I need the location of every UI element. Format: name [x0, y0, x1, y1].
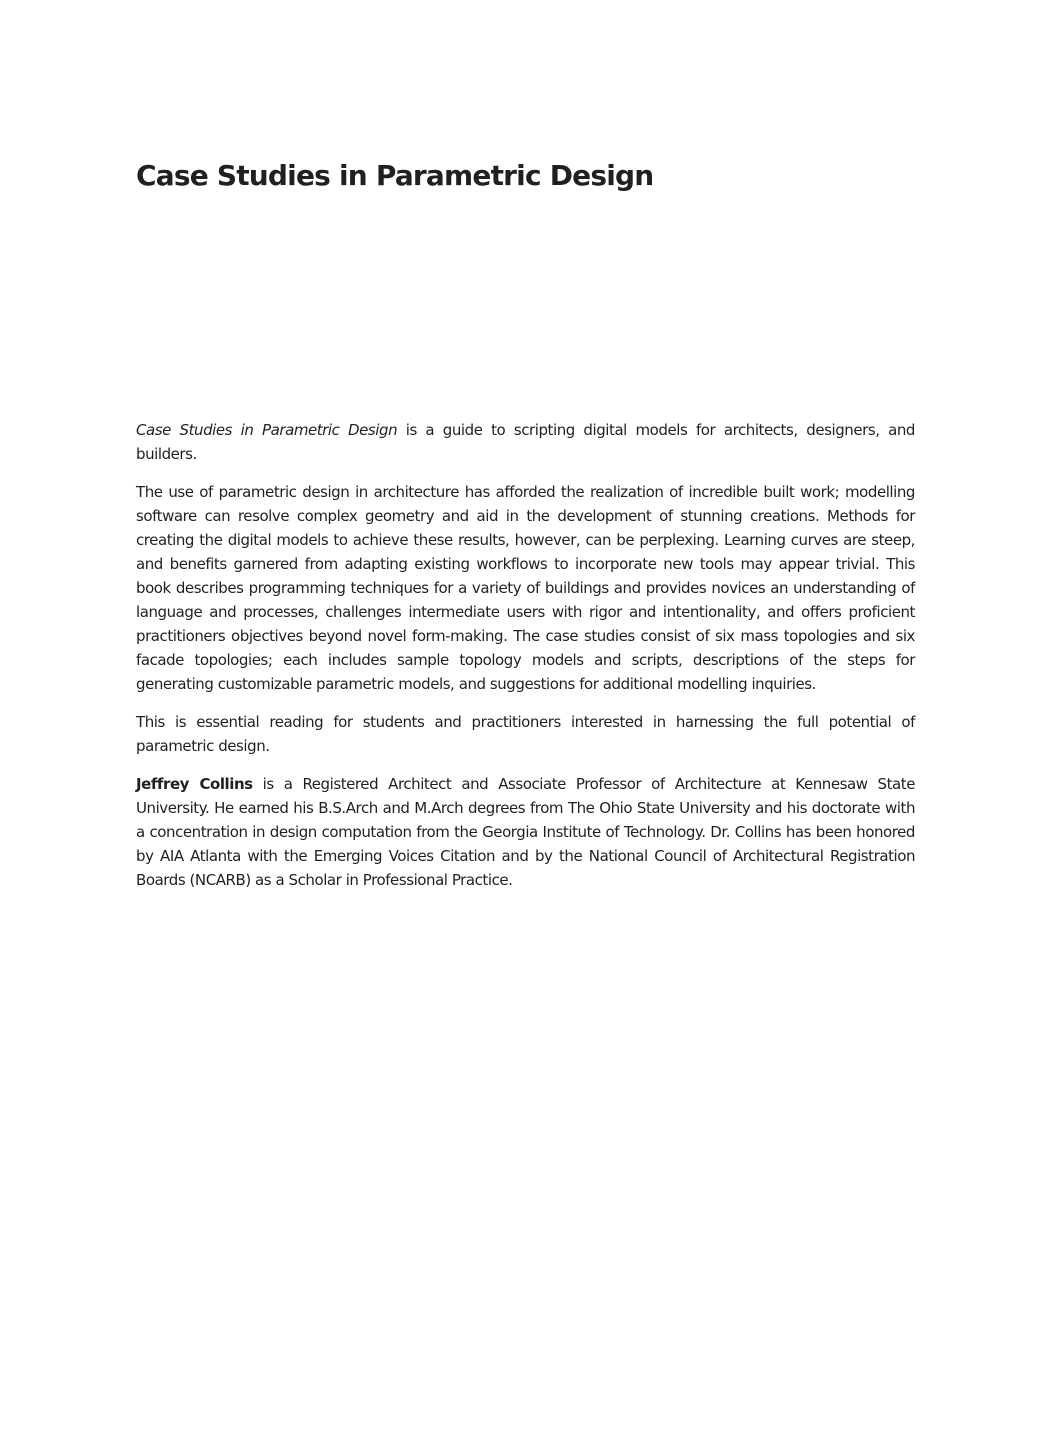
body-text	[136, 418, 915, 906]
page-title: Case Studies in Parametric Design	[136, 159, 654, 192]
author-name: Jeffrey Collins	[136, 775, 253, 793]
author-bio-paragraph	[136, 772, 915, 892]
book-title-italic: Case Studies in Parametric Design	[136, 421, 398, 439]
author-bio-text: is a Registered Architect and Associate Professor of Architecture at Kennesaw State University. He earned his B.S.Arch and M.Arch degrees from The Ohio State University and his doctorate with a concentration in design computation from the Georgia Institute of Technology. Dr. Collins has been honored by AIA Atlanta with the Emerging Voices Citation and by the National Council of Architectural Registration Boards (NCARB) as a Scholar in Professional Practice.	[136, 775, 915, 889]
intro-text: is a guide to scripting digital models for architects, designers, and builders.	[136, 421, 915, 463]
intro-paragraph	[136, 418, 915, 466]
audience-paragraph: This is essential reading for students and practitioners interested in harnessing the full potential of parametric design.	[136, 713, 915, 755]
description-paragraph: The use of parametric design in architecture has afforded the realization of incredible built work; modelling software can resolve complex geometry and aid in the development of stunning creations. Methods for creating the digital models to achieve these results, however, can be perplexing. Learning curves are steep, and benefits garnered from adapting existing workflows to incorporate new tools may appear trivial. This book describes programming techniques for a variety of buildings and provides novices an understanding of language and processes, challenges intermediate users with rigor and intentionality, and offers proficient practitioners objectives beyond novel form-making. The case studies consist of six mass topologies and six facade topologies; each includes sample topology models and scripts, descriptions of the steps for generating customizable parametric models, and suggestions for additional modelling inquiries.	[136, 483, 915, 693]
